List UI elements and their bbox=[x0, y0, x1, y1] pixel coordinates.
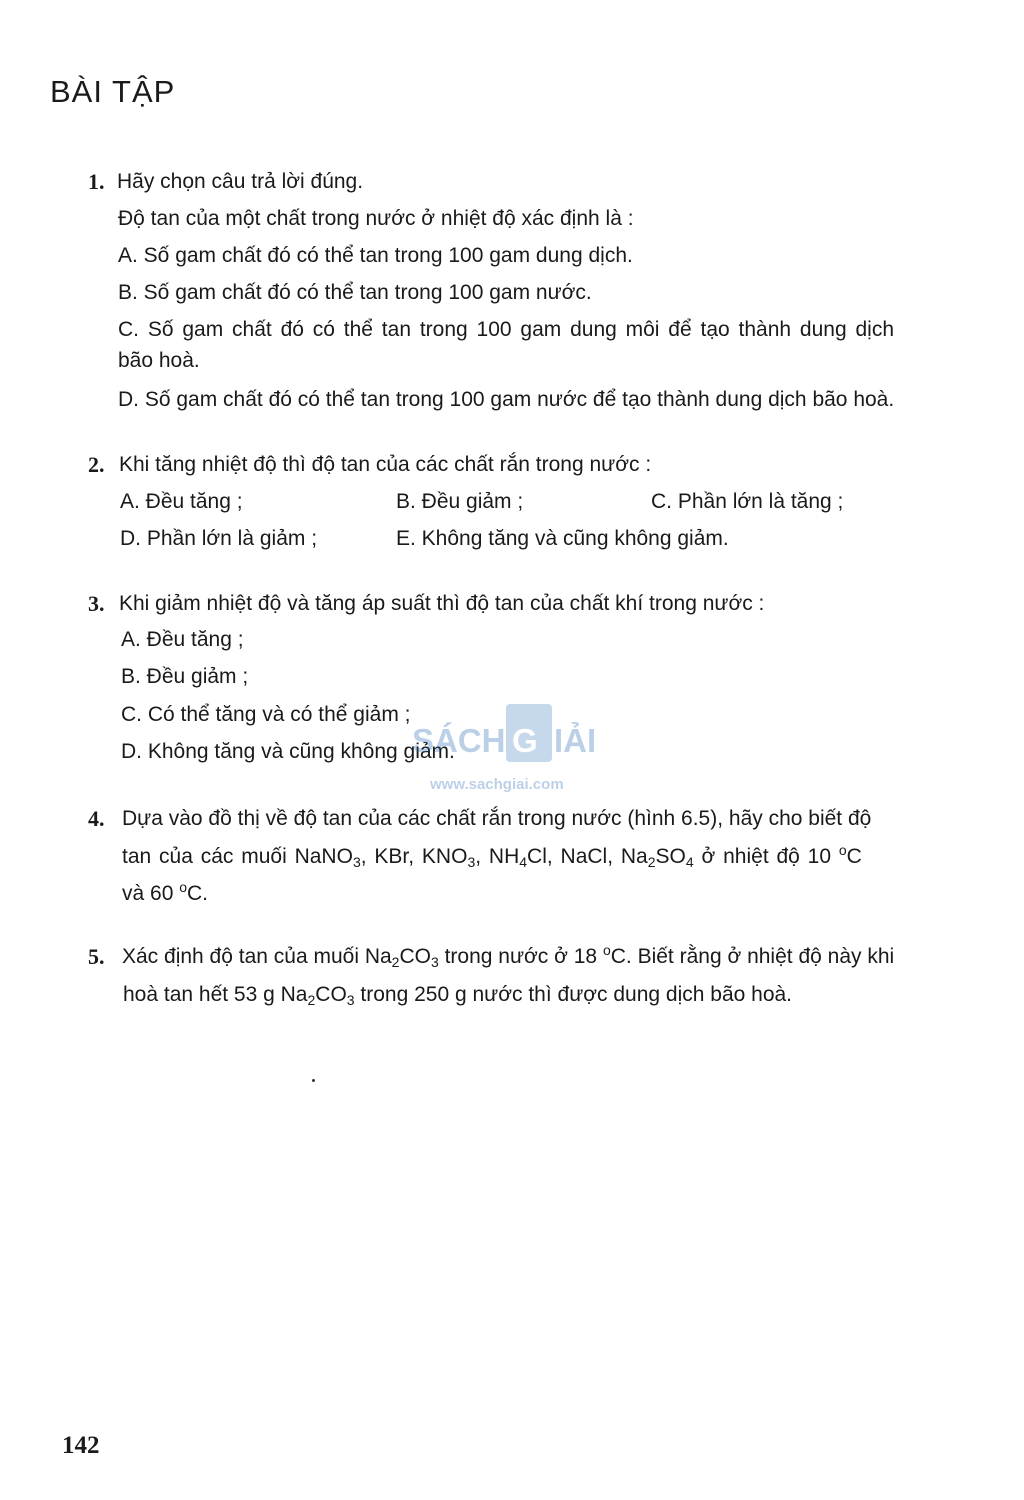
question-text-line-2: tan của các muối NaNO$_3$, KBr, $KNO_3$, $NH_4Cl$, NaCl, $Na_2SO_4$ ở nhiệt độ 10 $^o$C bbox=[122, 842, 862, 870]
option-c: C. Phần lớn là tăng ; bbox=[651, 490, 844, 513]
option-d: D. Phần lớn là giảm ; bbox=[120, 527, 318, 550]
watermark-word-2: IẢI bbox=[554, 722, 597, 759]
question-text-line-1: Xác định độ tan của muối $Na_2CO_3$ trong nước ở 18 $^o$C. Biết rằng ở nhiệt độ này khi bbox=[122, 942, 895, 970]
question-stem: Độ tan của một chất trong nước ở nhiệt độ xác định là : bbox=[118, 207, 634, 230]
question-text-line-1: Dựa vào đồ thị về độ tan của các chất rắn trong nước (hình 6.5), hãy cho biết độ bbox=[122, 807, 872, 830]
watermark-word-1: SÁCH bbox=[412, 722, 506, 759]
option-e: E. Không tăng và cũng không giảm. bbox=[396, 527, 729, 550]
stray-dot bbox=[312, 1079, 315, 1082]
option-a: A. Đều tăng ; bbox=[120, 490, 243, 513]
page-number: 142 bbox=[62, 1432, 100, 1459]
option-b: B. Đều giảm ; bbox=[121, 665, 249, 688]
option-a: A. Đều tăng ; bbox=[121, 628, 244, 651]
question-number: 3. bbox=[88, 591, 105, 616]
option-d: D. Không tăng và cũng không giảm. bbox=[121, 740, 455, 763]
option-d: D. Số gam chất đó có thể tan trong 100 gam nước để tạo thành dung dịch bão hoà. bbox=[118, 388, 895, 411]
option-a: A. Số gam chất đó có thể tan trong 100 gam dung dịch. bbox=[118, 244, 633, 267]
question-prompt: Khi giảm nhiệt độ và tăng áp suất thì độ tan của chất khí trong nước : bbox=[119, 592, 765, 615]
question-text-line-2: hoà tan hết 53 g $Na_2CO_3$ trong 250 g nước thì được dung dịch bão hoà. bbox=[123, 983, 793, 1008]
option-c-continued: bão hoà. bbox=[118, 349, 200, 372]
question-number: 2. bbox=[88, 452, 105, 477]
question-prompt: Khi tăng nhiệt độ thì độ tan của các chất rắn trong nước : bbox=[119, 453, 652, 476]
question-number: 4. bbox=[88, 806, 105, 831]
watermark-letter: G bbox=[512, 722, 538, 759]
question-prompt: Hãy chọn câu trả lời đúng. bbox=[117, 170, 364, 193]
option-b: B. Số gam chất đó có thể tan trong 100 gam nước. bbox=[118, 281, 592, 304]
watermark-url: www.sachgiai.com bbox=[430, 776, 564, 793]
question-number: 5. bbox=[88, 944, 105, 969]
question-text-line-3: và 60 $^o$C. bbox=[122, 879, 209, 905]
option-c: C. Có thể tăng và có thể giảm ; bbox=[121, 703, 411, 726]
exercise-heading: BÀI TẬP bbox=[50, 74, 176, 109]
option-b: B. Đều giảm ; bbox=[396, 490, 524, 513]
option-c: C. Số gam chất đó có thể tan trong 100 gam dung môi để tạo thành dung dịch bbox=[118, 318, 894, 341]
question-number: 1. bbox=[88, 169, 105, 194]
watermark-logo-box bbox=[506, 704, 552, 762]
